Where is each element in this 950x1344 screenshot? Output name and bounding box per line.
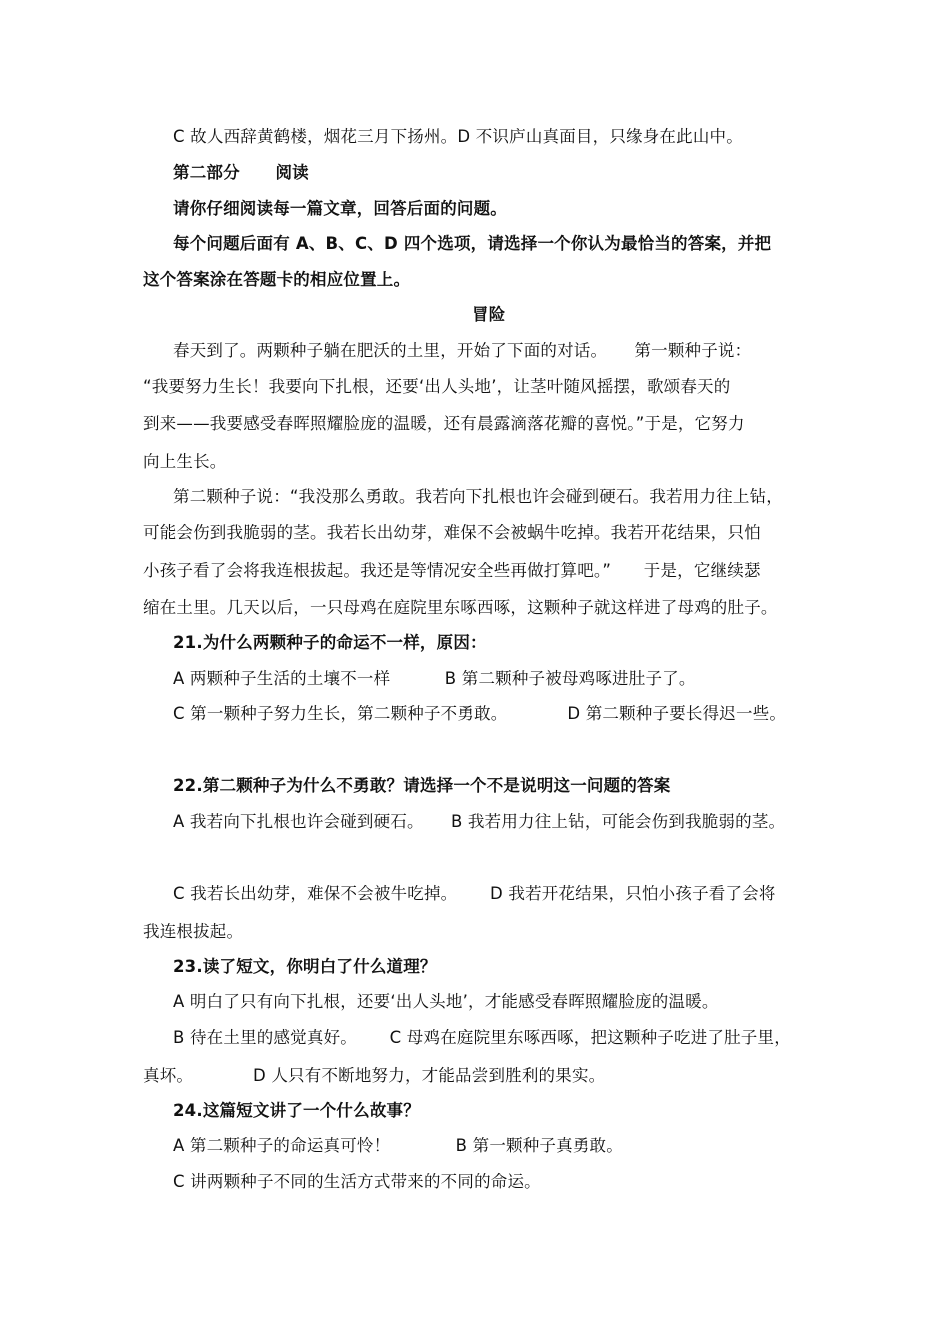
question-21-options-cd: C 第一颗种子努力生长，第二颗种子不勇敢。 D 第二颗种子要长得迟一些。 (173, 704, 787, 723)
question-22-options-ab: A 我若向下扎根也许会碰到硬石。 B 我若用力往上钻，可能会伤到我脆弱的茎。 (173, 812, 786, 831)
passage-line: 向上生长。 (143, 452, 227, 471)
question-23-options-d: 真坏。 D 人只有不断地努力，才能品尝到胜利的果实。 (143, 1066, 606, 1085)
option-line-c-d-prev: C 故人西辞黄鹤楼，烟花三月下扬州。D 不识庐山真面目，只缘身在此山中。 (173, 127, 743, 146)
passage-title: 冒险 (472, 305, 506, 324)
passage-line: 缩在土里。几天以后，一只母鸡在庭院里东啄西啄，这颗种子就这样进了母鸡的肚子。 (143, 598, 778, 617)
instruction-line-1: 请你仔细阅读每一篇文章，回答后面的问题。 (173, 199, 507, 218)
question-22-options-cont: 我连根拔起。 (143, 922, 244, 941)
passage-line: 可能会伤到我脆弱的茎。我若长出幼芽，难保不会被蜗牛吃掉。我若开花结果，只怕 (143, 523, 761, 542)
question-24-option-c: C 讲两颗种子不同的生活方式带来的不同的命运。 (173, 1172, 541, 1191)
question-23: 23.读了短文，你明白了什么道理？ (173, 957, 437, 976)
instruction-line-3: 这个答案涂在答题卡的相应位置上。 (143, 270, 411, 289)
section-heading: 第二部分 阅读 (173, 163, 309, 182)
question-24-options-ab: A 第二颗种子的命运真可怜！ B 第一颗种子真勇敢。 (173, 1136, 623, 1155)
passage-line: “我要努力生长！我要向下扎根，还要‘出人头地’，让茎叶随风摇摆，歌颂春天的 (143, 377, 731, 396)
question-23-options-bc: B 待在土里的感觉真好。 C 母鸡在庭院里东啄西啄，把这颗种子吃进了肚子里， (173, 1028, 791, 1047)
passage-line: 第二颗种子说：“我没那么勇敢。我若向下扎根也许会碰到硬石。我若用力往上钻， (173, 487, 783, 506)
question-21: 21.为什么两颗种子的命运不一样，原因： (173, 633, 487, 652)
question-24: 24.这篇短文讲了一个什么故事？ (173, 1101, 420, 1120)
question-21-options-ab: A 两颗种子生活的土壤不一样 B 第二颗种子被母鸡啄进肚子了。 (173, 669, 696, 688)
question-22-options-cd: C 我若长出幼芽，难保不会被牛吃掉。 D 我若开花结果，只怕小孩子看了会将 (173, 884, 776, 903)
passage-line: 小孩子看了会将我连根拔起。我还是等情况安全些再做打算吧。” 于是，它继续瑟 (143, 561, 761, 580)
question-23-option-a: A 明白了只有向下扎根，还要‘出人头地’，才能感受春晖照耀脸庞的温暖。 (173, 992, 719, 1011)
question-22: 22.第二颗种子为什么不勇敢？请选择一个不是说明这一问题的答案 (173, 776, 671, 795)
instruction-line-2: 每个问题后面有 A、B、C、D 四个选项，请选择一个你认为最恰当的答案，并把 (173, 234, 772, 253)
passage-line: 到来——我要感受春晖照耀脸庞的温暖，还有晨露滴落花瓣的喜悦。”于是，它努力 (143, 414, 745, 433)
passage-line: 春天到了。两颗种子躺在肥沃的土里，开始了下面的对话。 第一颗种子说： (173, 341, 752, 360)
